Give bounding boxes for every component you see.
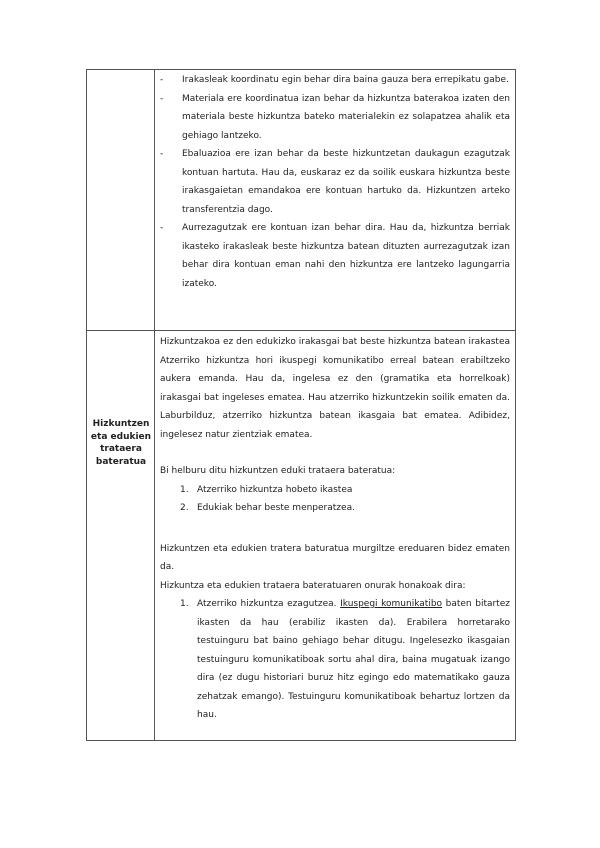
- bullet-item: - Ebaluazioa ere izan behar da beste hizkuntzetan daukagun ezagutzak kontuan hartuta. Hau da, euskaraz ez da soilik euskara hizkuntza beste irakasgaietan emandakoa ere kontuan hartuko da. Hizkuntzen arteko transferentzia dago.: [160, 149, 510, 215]
- method-paragraph: Hizkuntzen eta edukien tratera baturatua murgiltze ereduaren bidez ematen da.: [160, 543, 510, 572]
- row1-content: [160, 71, 510, 293]
- bullet-item: - Aurrezagutzak ere kontuan izan behar dira. Hau da, hizkuntza berriak ikasteko irakasleak beste hizkuntza batean dituzten aurrezagutzak izan behar dira kontuan eman nahi den hizkuntza ere lantzeko lagungarria izateko.: [160, 223, 510, 289]
- intro-paragraph: Hizkuntzakoa ez den edukizko irakasgai bat beste hizkuntza batean irakastea Atzerriko hizkuntza hori ikuspegi komunikatibo erreal batean erabiltzeko aukera emanda. Hau da, ingelesa ez den (gramatika eta horrelkoak) irakasgai bat ingeleses ematea. Hau atzerriko hizkuntzekin soilik ematen da. Laburbilduz, atzerriko hizkuntza batean ikasgaia bat ematea. Adibidez, ingelesez natur zientziak ematea.: [160, 337, 510, 440]
- bullet-item: - Irakasleak koordinatu egin behar dira baina gauza bera errepikatu gabe.: [160, 75, 509, 85]
- row2-content: [160, 333, 510, 725]
- row2-label: Hizkuntzen eta edukien trataera bateratua: [90, 419, 152, 467]
- goal-item: 1. Atzerriko hizkuntza hobeto ikastea: [180, 484, 353, 495]
- goals-title: Bi helburu ditu hizkuntzen eduki trataera bateratua:: [160, 466, 396, 476]
- goal-item: 2. Edukiak behar beste menperatzea.: [180, 503, 355, 513]
- ikuspegi-komunikatibo-link: Ikuspegi komunikatibo: [340, 599, 443, 609]
- table-row-divider: [86, 330, 516, 331]
- benefit-item: 1. Atzerriko hizkuntza ezagutzea. Ikuspegi komunikatibo baten bitartez ikasten da hau (erabiliz ikasten da). Erabilera horretarako testuinguru bat baino gehiago behar ditugu. Ingelesezko ikasgaian testuinguru komunikatiboak sortu ahal dira, baina mugatuak izango dira (ez dugu historiari buruz hitz egingo edo matematikako gauza zehatzak emango). Testuinguru komunikatiboak behartuz lortzen da hau.: [180, 599, 510, 720]
- bullet-item: - Materiala ere koordinatua izan behar da hizkuntza baterakoa izaten den materiala beste hizkuntza bateko materialekin ez solapatzea ahalik eta gehiago lantzeko.: [160, 93, 510, 141]
- benefits-title: Hizkuntza eta edukien trataera bateratuaren onurak honakoak dira:: [160, 580, 466, 591]
- table-column-divider: [154, 69, 155, 741]
